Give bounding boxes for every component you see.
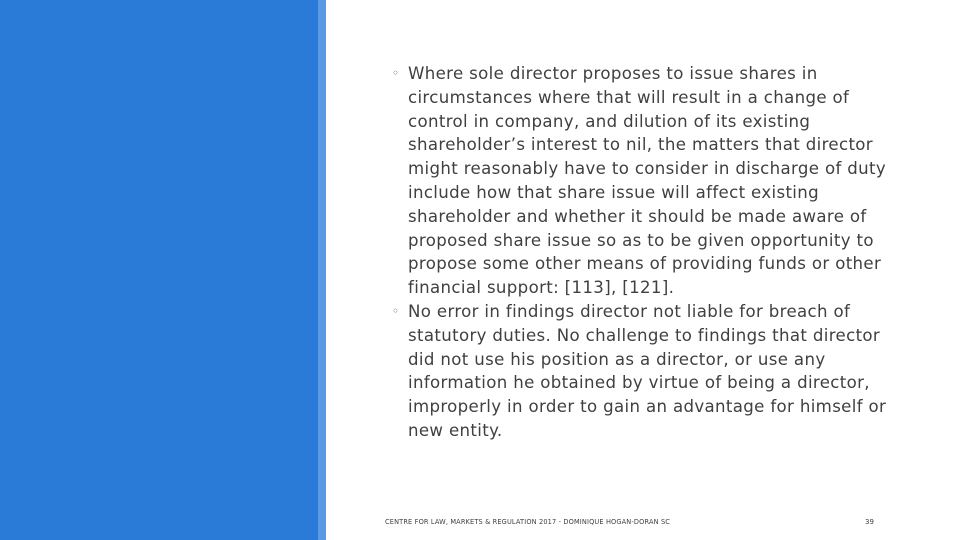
bullet-text: Where sole director proposes to issue shares in circumstances where that will result in a change of control in company, and dilution of its existing shareholder’s interest to nil, the matters that director might reasonably have to consider in discharge of duty include how that share issue will affect existing shareholder and whether it should be made aware of proposed share issue so as to be given opportunity to propose some other means of providing funds or other financial support: [113], [121]. xyxy=(408,64,887,298)
bullet-marker-icon: ◦ xyxy=(392,66,400,80)
page-number: 39 xyxy=(865,518,874,526)
bullet-text: No error in findings director not liable for breach of statutory duties. No challenge to findings that director did not use his position as a director, or use any information he obtained by virtue of being a director, improperly in order to gain an advantage for himself or new entity. xyxy=(408,301,887,440)
footer-text: CENTRE FOR LAW, MARKETS & REGULATION 2017 - DOMINIQUE HOGAN-DORAN SC xyxy=(385,518,671,526)
bullet-list xyxy=(392,62,912,443)
side-accent-stripe xyxy=(318,0,326,540)
slide-content xyxy=(392,62,912,443)
bullet-item xyxy=(392,300,912,443)
side-accent-panel xyxy=(0,0,318,540)
bullet-marker-icon: ◦ xyxy=(392,303,400,318)
bullet-item xyxy=(392,62,912,300)
